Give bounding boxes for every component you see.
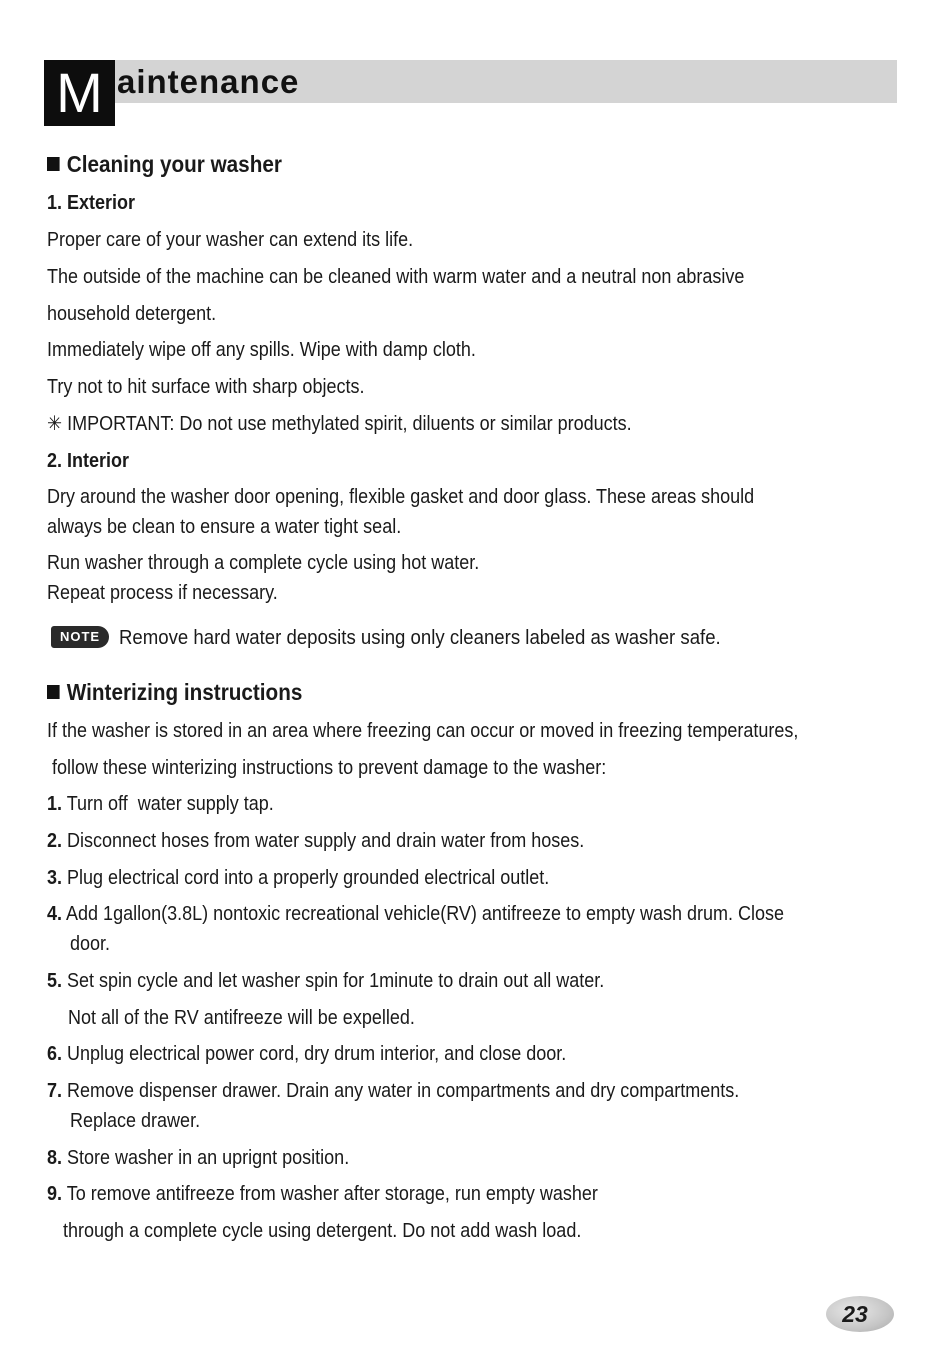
intro-line: If the washer is stored in an area where freezing can occur or moved in freezing temperatures, xyxy=(47,720,799,742)
paragraph-line: Try not to hit surface with sharp objects. xyxy=(47,376,365,398)
section-heading-winterizing: Winterizing instructions xyxy=(47,680,302,704)
paragraph-line: The outside of the machine can be cleaned with warm water and a neutral non abrasive xyxy=(47,266,745,288)
step-7-continued: Replace drawer. xyxy=(70,1110,201,1132)
paragraph-line: Dry around the washer door opening, flexible gasket and door glass. These areas should xyxy=(47,486,755,508)
step-3: 3. Plug electrical cord into a properly grounded electrical outlet. xyxy=(47,867,550,889)
step-8: 8. Store washer in an uprignt position. xyxy=(47,1147,350,1169)
note-text: Remove hard water deposits using only cleaners labeled as washer safe. xyxy=(119,627,721,649)
step-9-continued: through a complete cycle using detergent. Do not add wash load. xyxy=(63,1220,582,1242)
important-warning: ✳ IMPORTANT: Do not use methylated spirit, diluents or similar products. xyxy=(47,413,632,435)
subheading-interior: 2. Interior xyxy=(47,450,130,472)
page-number: 23 xyxy=(842,1301,868,1327)
square-bullet-icon xyxy=(47,685,60,699)
step-6: 6. Unplug electrical power cord, dry drum interior, and close door. xyxy=(47,1043,567,1065)
paragraph-line: Repeat process if necessary. xyxy=(47,582,278,604)
page-title: aintenance xyxy=(117,63,300,100)
paragraph-line: Immediately wipe off any spills. Wipe with damp cloth. xyxy=(47,339,476,361)
note-badge: NOTE xyxy=(51,626,109,648)
subheading-exterior: 1. Exterior xyxy=(47,192,136,214)
square-bullet-icon xyxy=(47,157,60,171)
intro-line: follow these winterizing instructions to prevent damage to the washer: xyxy=(47,757,607,779)
step-9: 9. To remove antifreeze from washer after storage, run empty washer xyxy=(47,1183,598,1205)
paragraph-line: Proper care of your washer can extend its life. xyxy=(47,229,414,251)
paragraph-line: Run washer through a complete cycle using hot water. xyxy=(47,552,480,574)
step-4: 4. Add 1gallon(3.8L) nontoxic recreational vehicle(RV) antifreeze to empty wash drum. Close xyxy=(47,903,785,925)
step-5: 5. Set spin cycle and let washer spin for 1minute to drain out all water. xyxy=(47,970,605,992)
step-1: 1. Turn off water supply tap. xyxy=(47,793,274,815)
step-4-continued: door. xyxy=(70,933,111,955)
step-5-continued: Not all of the RV antifreeze will be expelled. xyxy=(68,1007,415,1029)
paragraph-line: always be clean to ensure a water tight seal. xyxy=(47,516,402,538)
step-7: 7. Remove dispenser drawer. Drain any water in compartments and dry compartments. xyxy=(47,1080,740,1102)
step-2: 2. Disconnect hoses from water supply and drain water from hoses. xyxy=(47,830,585,852)
title-initial: M xyxy=(44,60,115,126)
section-heading-cleaning: Cleaning your washer xyxy=(47,152,282,176)
paragraph-line: household detergent. xyxy=(47,303,217,325)
